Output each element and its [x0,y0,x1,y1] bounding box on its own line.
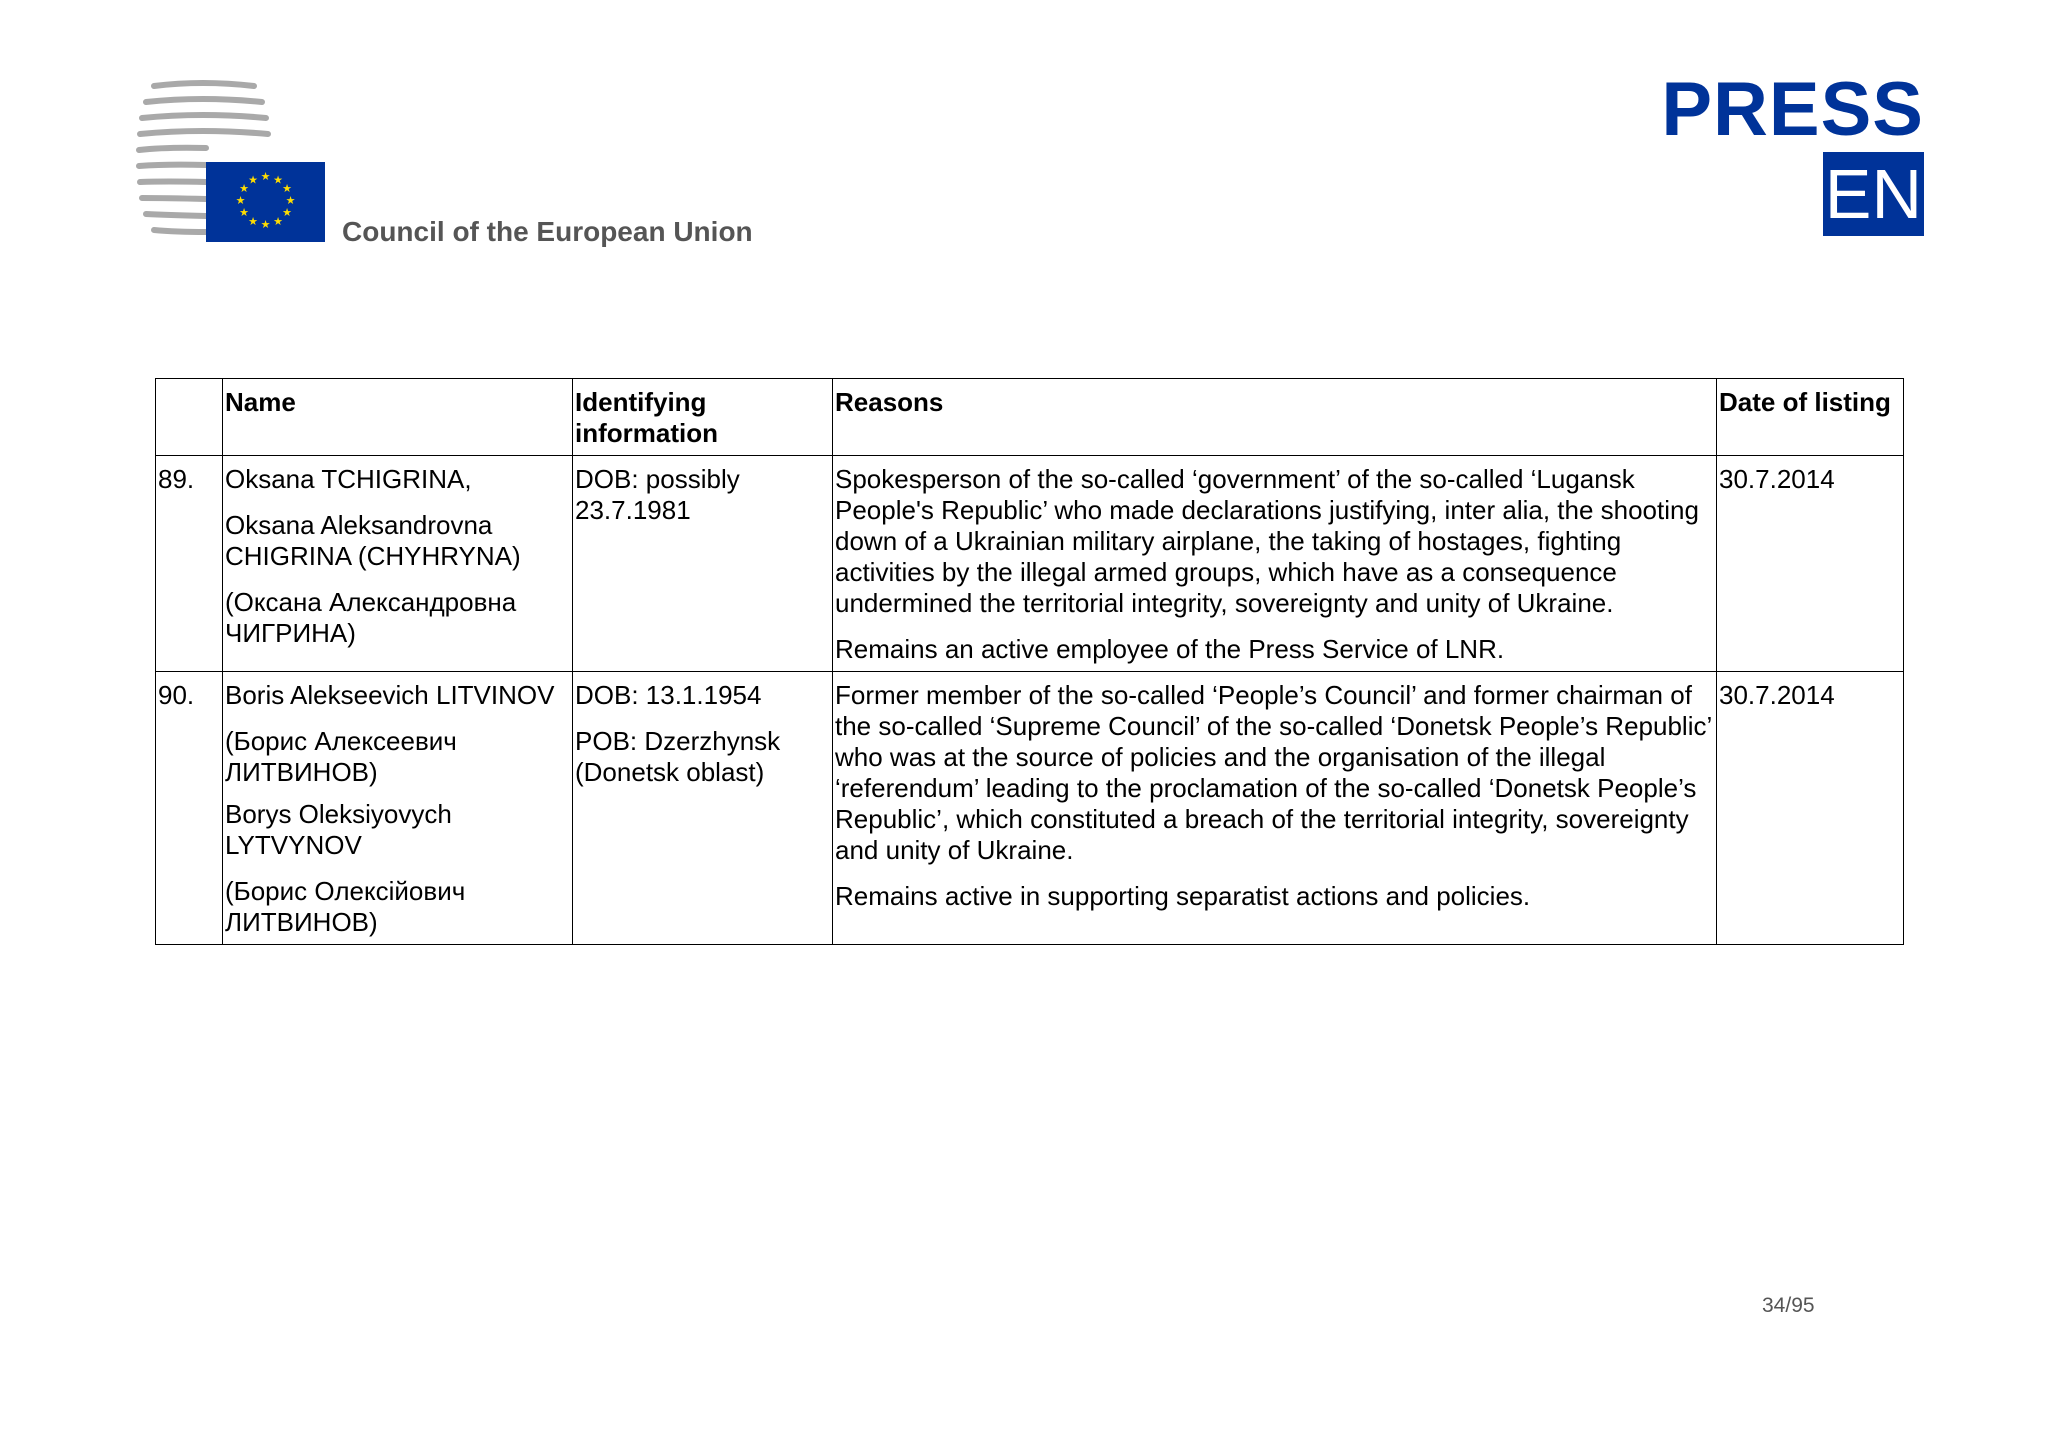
table-header-row [156,379,1904,456]
entry-number: 90. [156,672,223,945]
svg-text:★: ★ [282,206,292,219]
entry-reasons [833,672,1717,945]
press-label: PRESS [1661,67,1924,152]
svg-text:★: ★ [239,182,249,195]
header-reasons: Reasons [833,379,1717,456]
svg-text:★: ★ [285,194,296,207]
press-badge [1661,67,1924,236]
reason-paragraph: Remains an active employee of the Press Service of LNR. [835,634,1505,664]
svg-text:★: ★ [282,182,292,195]
reason-paragraph: Spokesperson of the so-called ‘government’ of the so-called ‘Lugansk People's Republic’ who made declarations justifying, inter alia, the shooting down of a Ukrainian military airplane, the taking of hostages, fighting activities by the illegal armed groups, which have as a consequence undermined the territorial integrity, sovereignty and unity of Ukraine. [835,464,1699,618]
name-line: (Борис Олексійович ЛИТВИНОВ) [225,876,466,937]
entry-identifying-information [573,672,833,945]
header-name: Name [223,379,573,456]
reason-paragraph: Remains active in supporting separatist actions and policies. [835,881,1531,911]
entry-identifying-information [573,456,833,672]
svg-text:★: ★ [239,206,249,219]
header-identifying-information: Identifying information [573,379,833,456]
table-row [156,672,1904,945]
name-line: Oksana TCHIGRINA, [225,464,472,494]
identifying-line: POB: Dzerzhynsk (Donetsk oblast) [575,726,781,787]
svg-text:★: ★ [273,215,283,228]
svg-text:★: ★ [235,194,246,207]
council-eu-logo-icon [136,80,336,250]
reason-paragraph: Former member of the so-called ‘People’s Council’ and former chairman of the so-called ‘Supreme Council’ of the so-called ‘Donetsk People’s Republic’ who was at the source of policies and the organisation of the illegal ‘referendum’ leading to the proclamation of the so-called ‘Donetsk People’s Republic’, which constituted a breach of the territorial integrity, sovereignty and unity of Ukraine. [835,680,1712,865]
entry-number: 89. [156,456,223,672]
name-line: Boris Alekseevich LITVINOV [225,680,555,710]
entry-date-of-listing: 30.7.2014 [1717,672,1904,945]
entry-reasons [833,456,1717,672]
svg-text:★: ★ [248,173,258,187]
svg-text:★: ★ [260,218,271,231]
table-row [156,456,1904,672]
svg-text:★: ★ [273,173,283,187]
name-line: Borys Oleksiyovych LYTVYNOV [225,799,452,860]
entry-names [223,672,573,945]
page-number: 34/95 [1762,1294,1815,1317]
header-number [156,379,223,456]
sanctions-table [155,378,1904,945]
language-badge: EN [1823,152,1924,236]
entry-date-of-listing: 30.7.2014 [1717,456,1904,672]
identifying-line: DOB: 13.1.1954 [575,680,762,710]
svg-text:★: ★ [260,170,271,183]
identifying-line: DOB: possibly 23.7.1981 [575,464,740,525]
name-line: (Борис Алексеевич ЛИТВИНОВ) [225,726,457,787]
header-date-of-listing: Date of listing [1717,379,1904,456]
entry-names [223,456,573,672]
name-line: (Оксана Александровна ЧИГРИНА) [225,587,517,648]
name-line: Oksana Aleksandrovna CHIGRINA (CHYHRYNA) [225,510,521,571]
svg-text:★: ★ [248,215,258,228]
organization-name: Council of the European Union [342,216,753,247]
